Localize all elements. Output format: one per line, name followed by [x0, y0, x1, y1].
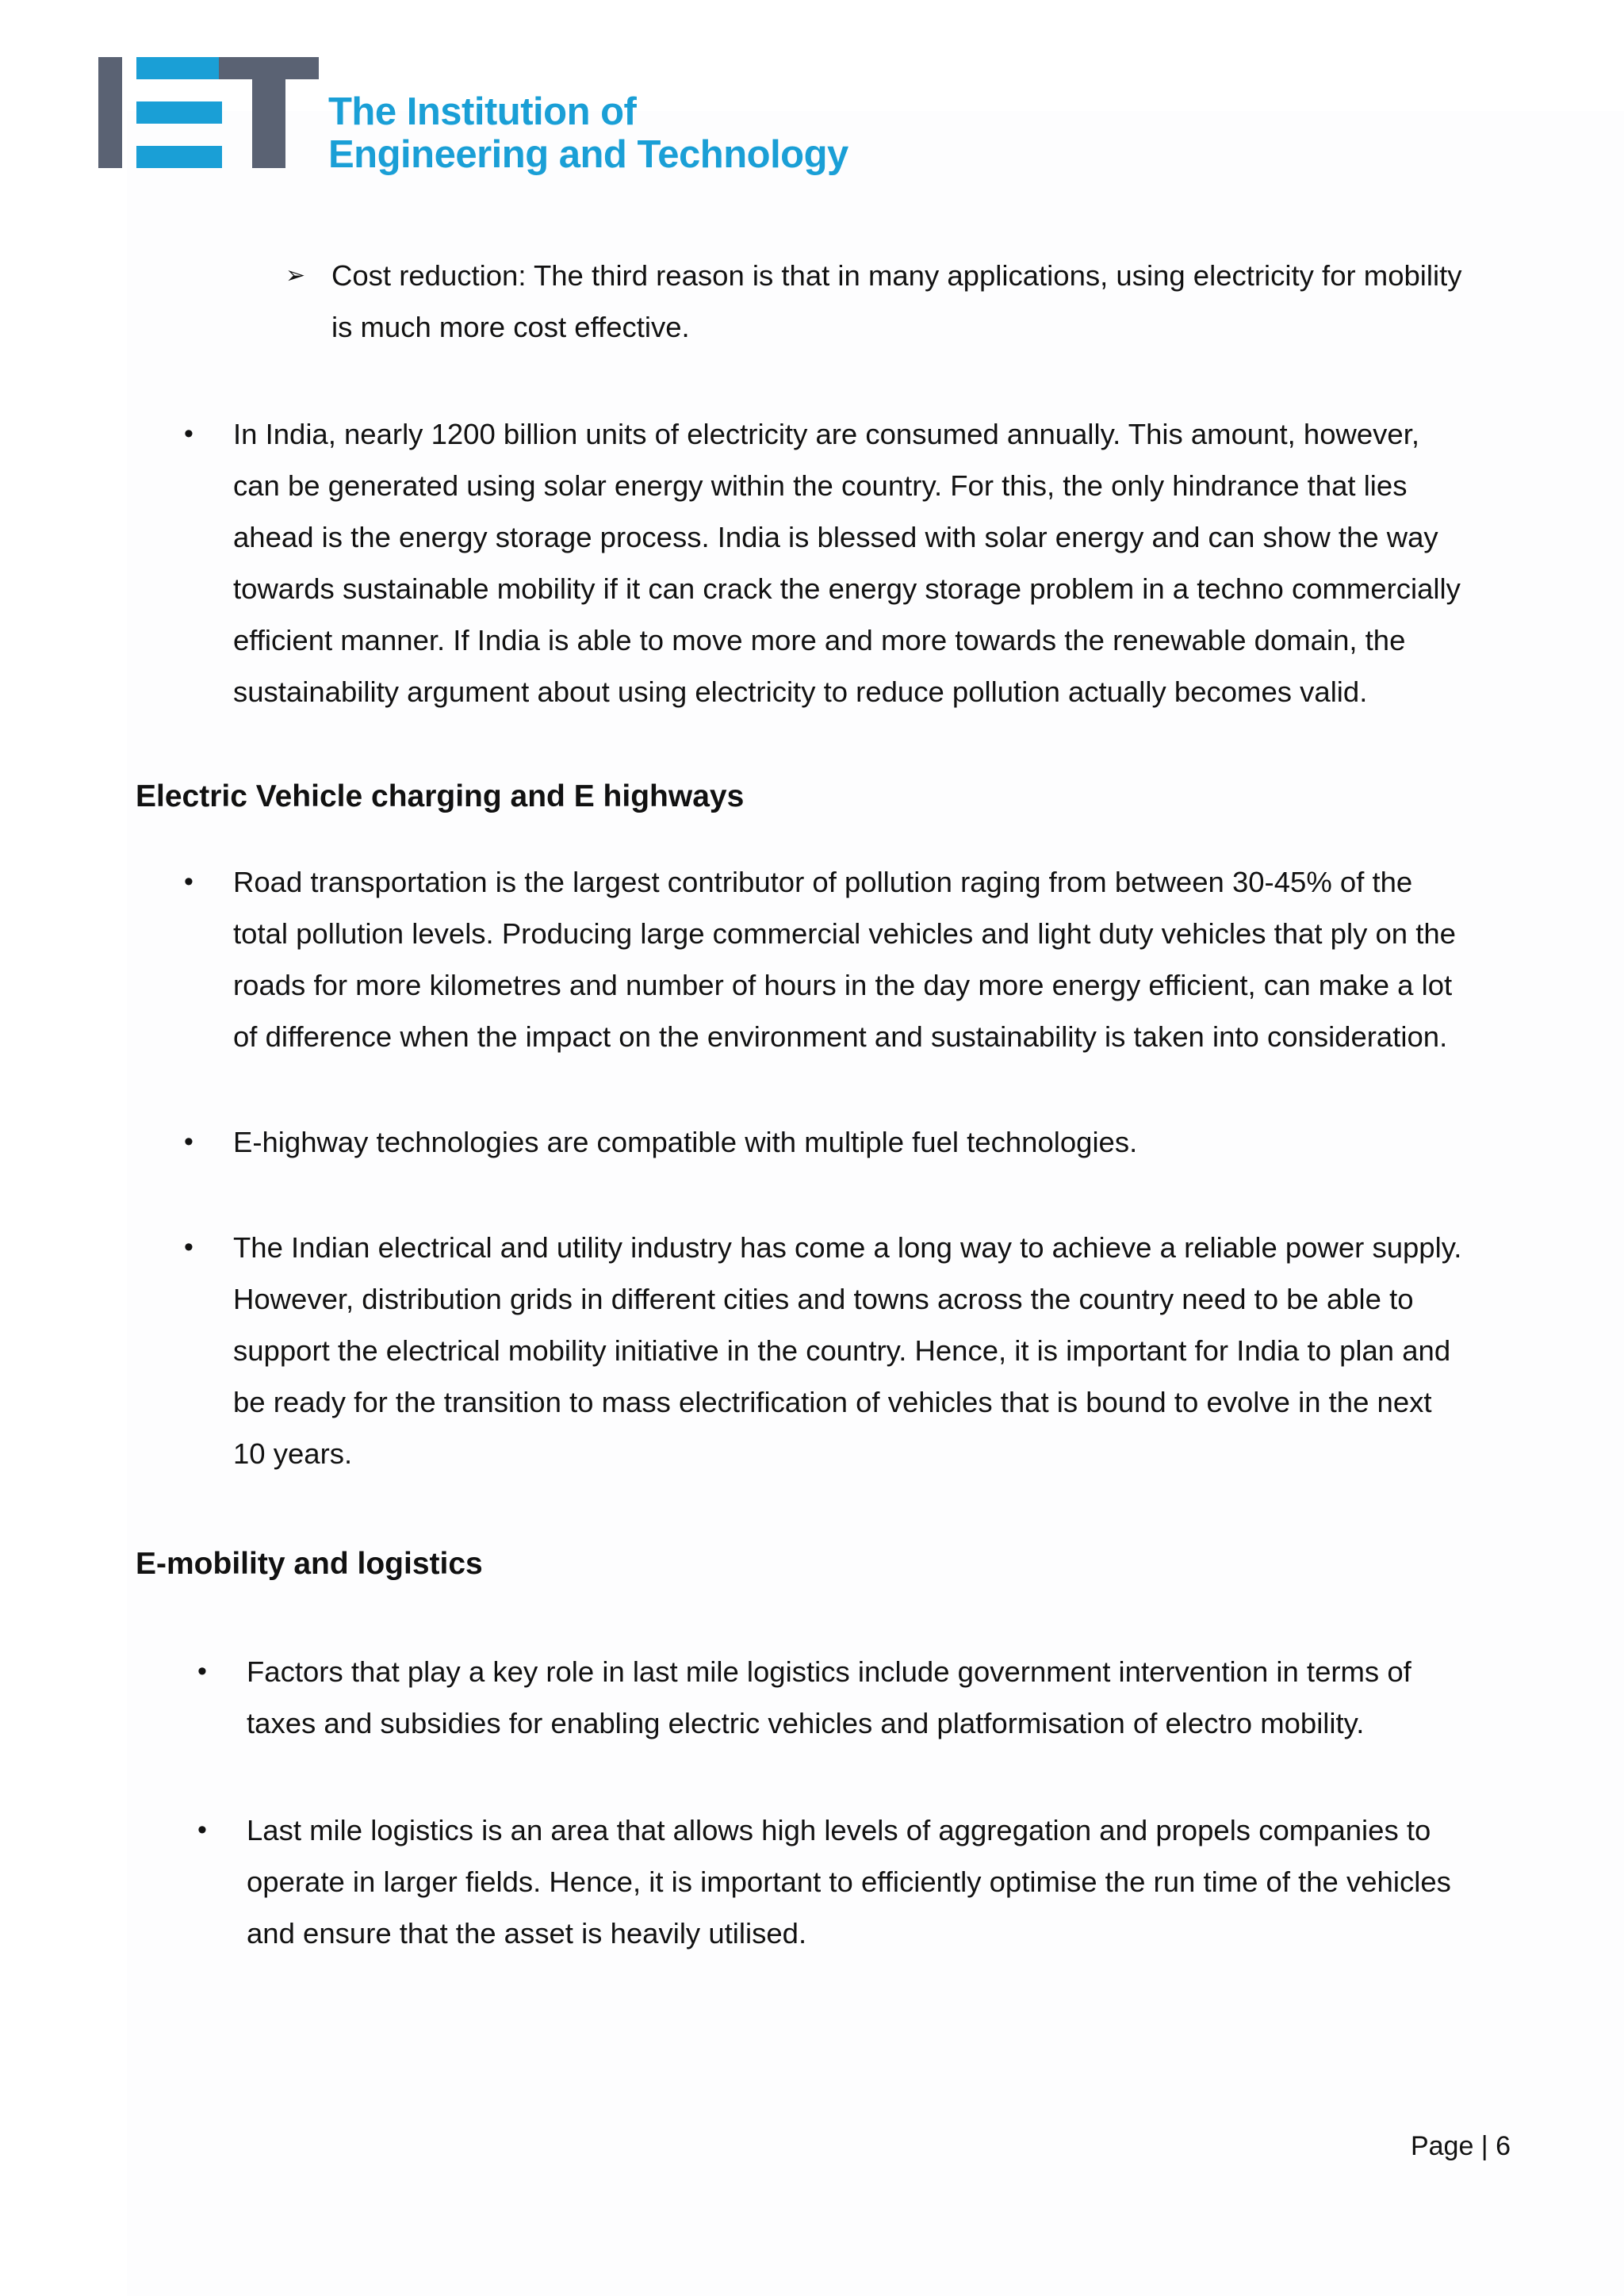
section-heading: E-mobility and logistics: [136, 1547, 483, 1581]
logo-line-1: The Institution of: [328, 90, 637, 133]
iet-logo-wordmark: [328, 90, 848, 176]
bullet-dot-icon: •: [197, 1656, 207, 1686]
text-line: In India, nearly 1200 billion units of electricity are consumed annually. This amount, however,: [233, 418, 1419, 450]
text-line: can be generated using solar energy within the country. For this, the only hindrance that lies: [233, 469, 1408, 502]
text-line: Cost reduction: The third reason is that in many applications, using electricity for mobility: [331, 259, 1462, 292]
text-line: total pollution levels. Producing large commercial vehicles and light duty vehicles that ply on the: [233, 917, 1456, 950]
text-line: operate in larger fields. Hence, it is important to efficiently optimise the run time of the vehicles: [247, 1866, 1451, 1898]
text-line: ahead is the energy storage process. India is blessed with solar energy and can show the way: [233, 521, 1438, 553]
bullet-dot-icon: •: [184, 867, 193, 897]
text-line: is much more cost effective.: [331, 311, 690, 343]
text-line: sustainability argument about using electricity to reduce pollution actually becomes valid.: [233, 675, 1368, 708]
text-line: Factors that play a key role in last mile logistics include government intervention in terms of: [247, 1655, 1411, 1688]
text-line: Last mile logistics is an area that allows high levels of aggregation and propels companies to: [247, 1814, 1431, 1846]
list-item: [247, 1646, 1411, 1749]
text-line: The Indian electrical and utility industry has come a long way to achieve a reliable power supply.: [233, 1231, 1462, 1264]
bullet-dot-icon: •: [184, 1232, 193, 1262]
text-line: However, distribution grids in different cities and towns across the country need to be able to: [233, 1283, 1414, 1315]
text-line: Road transportation is the largest contributor of pollution raging from between 30-45% of the: [233, 866, 1413, 898]
text-line: E-highway technologies are compatible with multiple fuel technologies.: [233, 1126, 1138, 1158]
list-item: [233, 1222, 1461, 1479]
text-line: support the electrical mobility initiative in the country. Hence, it is important for India to plan and: [233, 1334, 1451, 1367]
list-item: [233, 408, 1461, 718]
list-item: [247, 1804, 1451, 1959]
text-line: and ensure that the asset is heavily utilised.: [247, 1917, 807, 1950]
bullet-dot-icon: •: [197, 1815, 207, 1845]
text-line: be ready for the transition to mass electrification of vehicles that is bound to evolve in the next: [233, 1386, 1432, 1418]
page-number: Page | 6: [1410, 2131, 1511, 2161]
list-item: [331, 250, 1462, 353]
text-line: taxes and subsidies for enabling electric vehicles and platformisation of electro mobility.: [247, 1707, 1365, 1739]
text-line: of difference when the impact on the environment and sustainability is taken into consideration.: [233, 1020, 1448, 1053]
text-line: roads for more kilometres and number of hours in the day more energy efficient, can make a lot: [233, 969, 1453, 1001]
iet-logo-mark-icon: [98, 57, 320, 168]
arrow-bullet-icon: ➢: [285, 262, 306, 289]
text-line: 10 years.: [233, 1437, 353, 1470]
list-item: [233, 1116, 1137, 1168]
bullet-dot-icon: •: [184, 1127, 193, 1157]
bullet-dot-icon: •: [184, 419, 193, 449]
iet-logo: [98, 57, 848, 184]
logo-line-2: Engineering and Technology: [328, 133, 848, 176]
text-line: towards sustainable mobility if it can crack the energy storage problem in a techno commercially: [233, 572, 1461, 605]
text-line: efficient manner. If India is able to move more and more towards the renewable domain, the: [233, 624, 1406, 656]
section-heading: Electric Vehicle charging and E highways: [136, 779, 745, 813]
list-item: [233, 856, 1456, 1062]
